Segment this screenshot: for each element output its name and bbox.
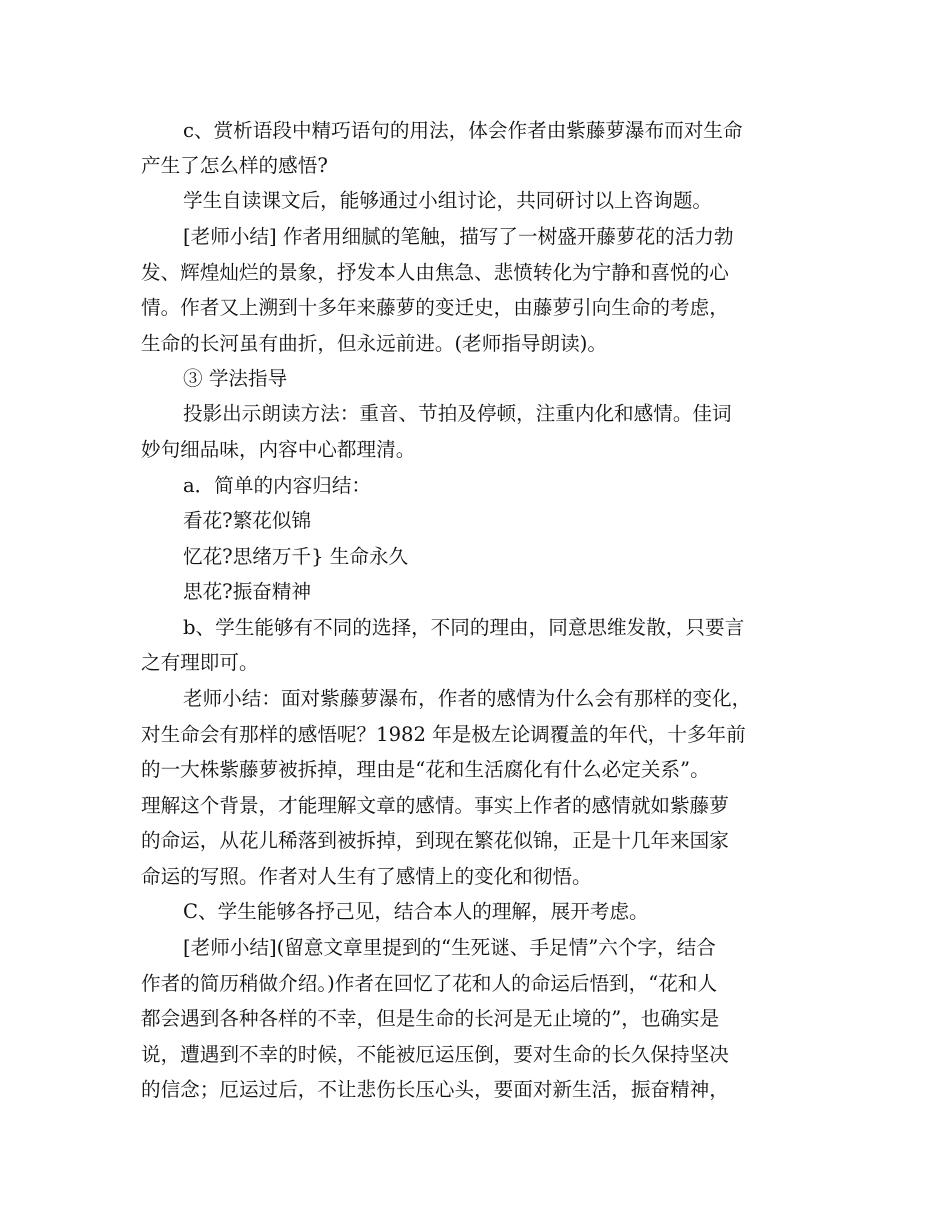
paragraph-line: 忆花?思绪万千} 生命永久 bbox=[183, 545, 409, 568]
paragraph-line: 对生命会有那样的感悟呢？1982 年是极左论调覆盖的年代，十多年前 bbox=[141, 723, 746, 746]
paragraph-line: 都会遇到各种各样的不幸，但是生命的长河是无止境的”，也确实是 bbox=[141, 1007, 720, 1030]
paragraph-line: 看花?繁花似锦 bbox=[183, 509, 312, 532]
paragraph-line: 妙句细品味，内容中心都理清。 bbox=[141, 438, 416, 461]
paragraph-line: [老师小结](留意文章里提到的“生死谜、手足情”六个字，结合 bbox=[183, 936, 716, 959]
paragraph-line: 产生了怎么样的感悟? bbox=[141, 154, 328, 177]
paragraph-line: C、学生能够各抒己见，结合本人的理解，展开考虑。 bbox=[183, 900, 649, 923]
paragraph-line: 说，遭遇到不幸的时候，不能被厄运压倒，要对生命的长久保持坚决 bbox=[141, 1043, 729, 1066]
paragraph-line: [老师小结] 作者用细腻的笔触，描写了一树盛开藤萝花的活力勃 bbox=[183, 225, 734, 248]
paragraph-line: a．简单的内容归结： bbox=[183, 474, 372, 497]
paragraph-line: 的命运，从花儿稀落到被拆掉，到现在繁花似锦，正是十几年来国家 bbox=[141, 829, 729, 852]
paragraph-line: 学生自读课文后，能够通过小组讨论，共同研讨以上咨询题。 bbox=[183, 189, 713, 212]
paragraph-line: 理解这个背景，才能理解文章的感情。事实上作者的感情就如紫藤萝 bbox=[141, 794, 729, 817]
paragraph-line: 命运的写照。作者对人生有了感情上的变化和彻悟。 bbox=[141, 865, 592, 888]
paragraph-line: c、赏析语段中精巧语句的用法，体会作者由紫藤萝瀑布而对生命 bbox=[183, 119, 743, 142]
paragraph-line: 投影出示朗读方法：重音、节拍及停顿，注重内化和感情。佳词 bbox=[183, 402, 732, 425]
paragraph-line: b、学生能够有不同的选择，不同的理由，同意思维发散，只要言 bbox=[183, 616, 745, 639]
paragraph-line: 思花?振奋精神 bbox=[183, 580, 312, 603]
paragraph-line: 的一大株紫藤萝被拆掉，理由是“花和生活腐化有什么必定关系”。 bbox=[141, 758, 710, 781]
paragraph-line: 情。作者又上溯到十多年来藤萝的变迁史，由藤萝引向生命的考虑， bbox=[141, 296, 729, 319]
section-heading: ③ 学法指导 bbox=[183, 367, 288, 390]
paragraph-line: 老师小结：面对紫藤萝瀑布，作者的感情为什么会有那样的变化， bbox=[183, 687, 752, 710]
paragraph-line: 发、辉煌灿烂的景象，抒发本人由焦急、悲愤转化为宁静和喜悦的心 bbox=[141, 261, 729, 284]
paragraph-line: 之有理即可。 bbox=[141, 651, 259, 674]
paragraph-line: 生命的长河虽有曲折，但永远前进。(老师指导朗读)。 bbox=[141, 332, 607, 355]
paragraph-line: 的信念；厄运过后，不让悲伤长压心头，要面对新生活，振奋精神， bbox=[141, 1078, 729, 1101]
paragraph-line: 作者的简历稍做介绍。)作者在回忆了花和人的命运后悟到，“花和人 bbox=[141, 972, 718, 995]
